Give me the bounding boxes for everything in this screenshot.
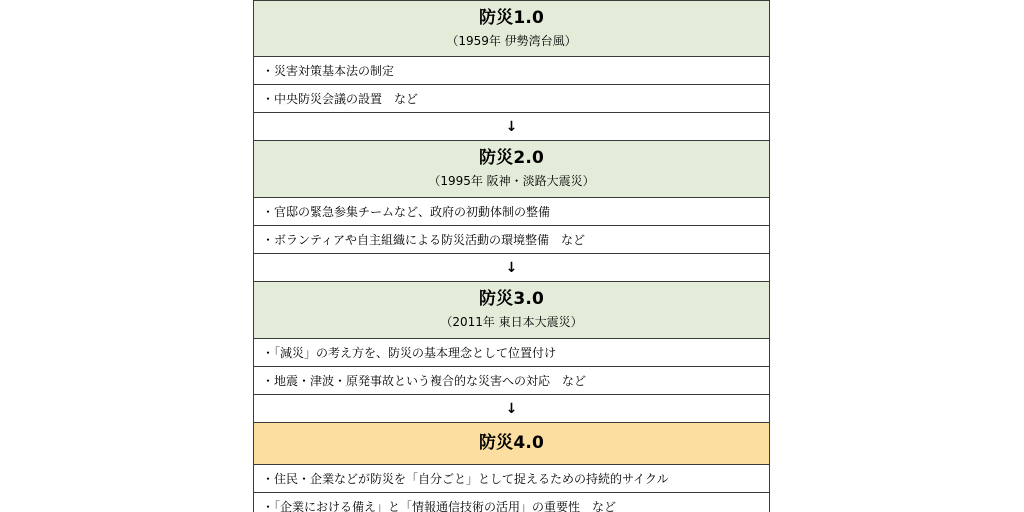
stage-1-title: 防災1.0	[478, 7, 545, 28]
disaster-prevention-table	[253, 0, 770, 512]
stage-3-item-2: ・地震・津波・原発事故という複合的な災害への対応 など	[254, 367, 769, 395]
stage-2-title: 防災2.0	[478, 148, 545, 168]
down-arrow-2: ↓	[254, 254, 769, 282]
stage-1-header	[254, 0, 769, 57]
stage-3-header	[254, 282, 769, 339]
stage-3-title: 防災3.0	[478, 289, 545, 309]
stage-1-item-1: ・災害対策基本法の制定	[254, 57, 769, 85]
stage-3-item-1: ・「減災」の考え方を、防災の基本理念として位置付け	[254, 339, 769, 367]
stage-2-item-1: ・官邸の緊急参集チームなど、政府の初動体制の整備	[254, 198, 769, 226]
stage-2-item-2: ・ボランティアや自主組織による防災活動の環境整備 など	[254, 226, 769, 254]
stage-4-item-1: ・住民・企業などが防災を「自分ごと」として捉えるための持続的サイクル	[254, 465, 769, 493]
stage-1-item-2: ・中央防災会議の設置 など	[254, 85, 769, 113]
stage-4-header	[254, 423, 769, 465]
stage-1-subtitle: （1959年 伊勢湾台風）	[446, 33, 577, 48]
stage-3-subtitle: （2011年 東日本大震災）	[440, 315, 583, 329]
stage-4-item-2: ・「企業における備え」と「情報通信技術の活用」の重要性 など	[254, 493, 769, 512]
down-arrow-3: ↓	[254, 395, 769, 423]
stage-2-header	[254, 141, 769, 198]
stage-2-subtitle: （1995年 阪神・淡路大震災）	[428, 174, 595, 188]
down-arrow-1: ↓	[254, 113, 769, 141]
stage-4-title: 防災4.0	[478, 433, 545, 453]
